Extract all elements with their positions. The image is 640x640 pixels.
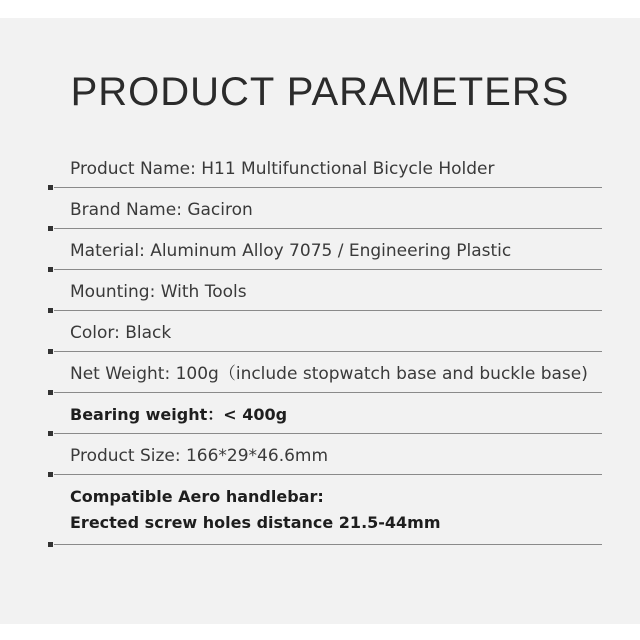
param-row-compatibility bbox=[48, 484, 602, 548]
row-bullet bbox=[48, 542, 53, 547]
param-net-weight: Net Weight: 100g（include stopwatch base and buckle base) bbox=[70, 364, 588, 384]
param-row-product-name bbox=[48, 156, 602, 192]
row-bullet bbox=[48, 226, 53, 231]
param-row-product-size bbox=[48, 443, 602, 479]
param-brand-name: Brand Name: Gaciron bbox=[70, 200, 253, 220]
row-divider bbox=[54, 351, 602, 352]
param-mounting: Mounting: With Tools bbox=[70, 282, 247, 302]
param-row-bearing-weight bbox=[48, 402, 602, 438]
row-bullet bbox=[48, 267, 53, 272]
param-screw-hole-distance: Erected screw holes distance 21.5-44mm bbox=[70, 513, 441, 532]
row-divider bbox=[54, 187, 602, 188]
param-row-material bbox=[48, 238, 602, 274]
param-row-brand-name bbox=[48, 197, 602, 233]
row-bullet bbox=[48, 431, 53, 436]
param-row-net-weight bbox=[48, 361, 602, 397]
row-bullet bbox=[48, 390, 53, 395]
row-bullet bbox=[48, 472, 53, 477]
param-product-name: Product Name: H11 Multifunctional Bicycle Holder bbox=[70, 159, 495, 179]
row-divider bbox=[54, 433, 602, 434]
row-divider bbox=[54, 474, 602, 475]
row-bullet bbox=[48, 185, 53, 190]
param-material: Material: Aluminum Alloy 7075 / Engineering Plastic bbox=[70, 241, 512, 261]
row-divider bbox=[54, 392, 602, 393]
page-title: PRODUCT PARAMETERS bbox=[70, 70, 570, 114]
row-bullet bbox=[48, 308, 53, 313]
param-row-mounting bbox=[48, 279, 602, 315]
row-divider bbox=[54, 269, 602, 270]
row-divider bbox=[54, 228, 602, 229]
row-divider bbox=[54, 544, 602, 545]
row-bullet bbox=[48, 349, 53, 354]
param-product-size: Product Size: 166*29*46.6mm bbox=[70, 446, 329, 466]
param-color: Color: Black bbox=[70, 323, 172, 343]
row-divider bbox=[54, 310, 602, 311]
param-compatible-handlebar: Compatible Aero handlebar: bbox=[70, 487, 324, 506]
param-bearing-weight: Bearing weight：< 400g bbox=[70, 405, 288, 424]
param-row-color bbox=[48, 320, 602, 356]
